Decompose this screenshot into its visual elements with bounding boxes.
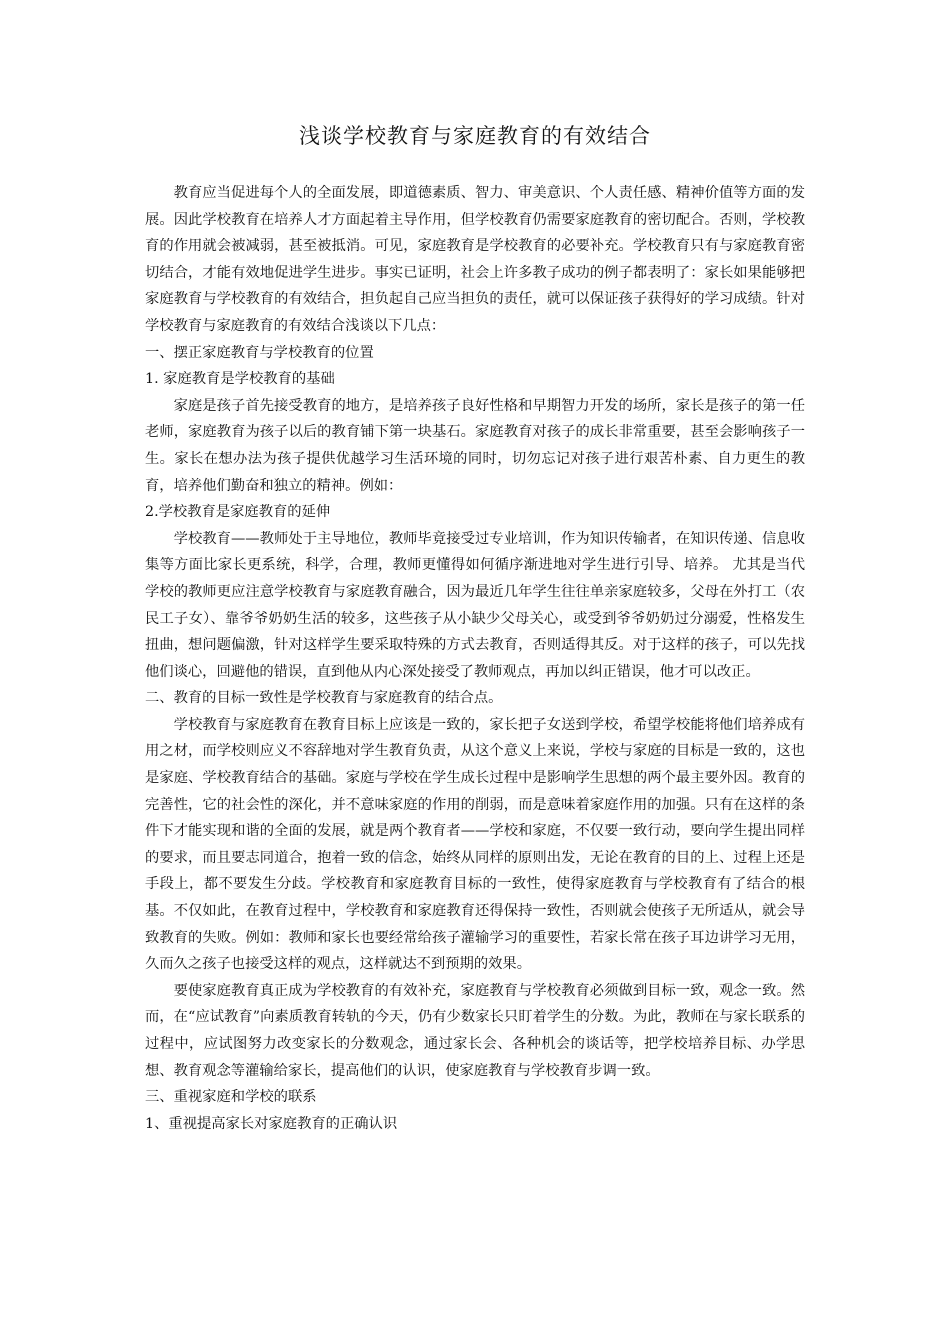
section-heading-1: 一、摆正家庭教育与学校教育的位置	[145, 344, 374, 361]
paragraph-school-extension: 学校教育——教师处于主导地位，教师毕竟接受过专业培训，作为知识传输者，在知识传递、信息收集等方面比家长更系统，科学，合理，教师更懂得如何循序渐进地对学生进行引导、培养。 尤其是当代学校的教师更应注意学校教育与家庭教育融合，因为最近几年学生往往单亲家庭较多，父母在外打工（农民工子女）、靠爷爷奶奶生活的较多，这些孩子从小缺少父母关心，或受到爷爷奶奶过分溺爱，性格发生扭曲，想问题偏激，针对这样学生要采取特殊的方式去教育，否则适得其反。对于这样的孩子，可以先找他们谈心，回避他的错误，直到他从内心深处接受了教师观点，再加以纠正错误，他才可以改正。	[145, 530, 805, 680]
paragraph-intro: 教育应当促进每个人的全面发展，即道德素质、智力、审美意识、个人责任感、精神价值等方面的发展。因此学校教育在培养人才方面起着主导作用，但学校教育仍需要家庭教育的密切配合。否则，学校教育的作用就会被减弱，甚至被抵消。可见，家庭教育是学校教育的必要补充。学校教育只有与家庭教育密切结合，才能有效地促进学生进步。事实已证明，社会上许多教子成功的例子都表明了：家长如果能够把家庭教育与学校教育的有效结合，担负起自己应当担负的责任，就可以保证孩子获得好的学习成绩。针对学校教育与家庭教育的有效结合浅谈以下几点：	[145, 185, 805, 334]
document-title: 浅谈学校教育与家庭教育的有效结合	[299, 124, 651, 148]
section-heading-2: 二、教育的目标一致性是学校教育与家庭教育的结合点。	[145, 690, 503, 707]
document-body	[145, 180, 805, 1137]
paragraph-effective-supplement: 要使家庭教育真正成为学校教育的有效补充，家庭教育与学校教育必须做到目标一致，观念一致。然而，在“应试教育”向素质教育转轨的今天，仍有少数家长只盯着学生的分数。为此，教师在与家长联系的过程中，应试图努力改变家长的分数观念，通过家长会、各种机会的谈话等，把学校培养目标、办学思想、教育观念等灌输给家长，提高他们的认识，使家庭教育与学校教育步调一致。	[145, 982, 805, 1079]
paragraph-family-foundation: 家庭是孩子首先接受教育的地方，是培养孩子良好性格和早期智力开发的场所，家长是孩子的第一任老师，家庭教育为孩子以后的教育铺下第一块基石。家庭教育对孩子的成长非常重要，甚至会影响孩子一生。家长在想办法为孩子提供优越学习生活环境的同时，切勿忘记对孩子进行艰苦朴素、自力更生的教育，培养他们勤奋和独立的精神。例如：	[145, 397, 805, 494]
paragraph-goal-consistency: 学校教育与家庭教育在教育目标上应该是一致的，家长把子女送到学校，希望学校能将他们培养成有用之材，而学校则应义不容辞地对学生教育负责，从这个意义上来说，学校与家庭的目标是一致的，这也是家庭、学校教育结合的基础。家庭与学校在学生成长过程中是影响学生思想的两个最主要外因。教育的完善性，它的社会性的深化，并不意味家庭的作用的削弱，而是意味着家庭作用的加强。只有在这样的条件下才能实现和谐的全面的发展，就是两个教育者——学校和家庭，不仅要一致行动，要向学生提出同样的要求，而且要志同道合，抱着一致的信念，始终从同样的原则出发，无论在教育的目的上、过程上还是手段上，都不要发生分歧。学校教育和家庭教育目标的一致性，使得家庭教育与学校教育有了结合的根基。不仅如此，在教育过程中，学校教育和家庭教育还得保持一致性，否则就会使孩子无所适从，就会导致教育的失败。例如：教师和家长也要经常给孩子灌输学习的重要性，若家长常在孩子耳边讲学习无用，久而久之孩子也接受这样的观点，这样就达不到预期的效果。	[145, 716, 805, 973]
subsection-heading-3-1: 1、重视提高家长对家庭教育的正确认识	[145, 1115, 398, 1132]
section-heading-3: 三、重视家庭和学校的联系	[145, 1089, 317, 1106]
subsection-heading-1-2: 2.学校教育是家庭教育的延伸	[145, 504, 331, 521]
subsection-heading-1-1: 1. 家庭教育是学校教育的基础	[145, 371, 335, 388]
